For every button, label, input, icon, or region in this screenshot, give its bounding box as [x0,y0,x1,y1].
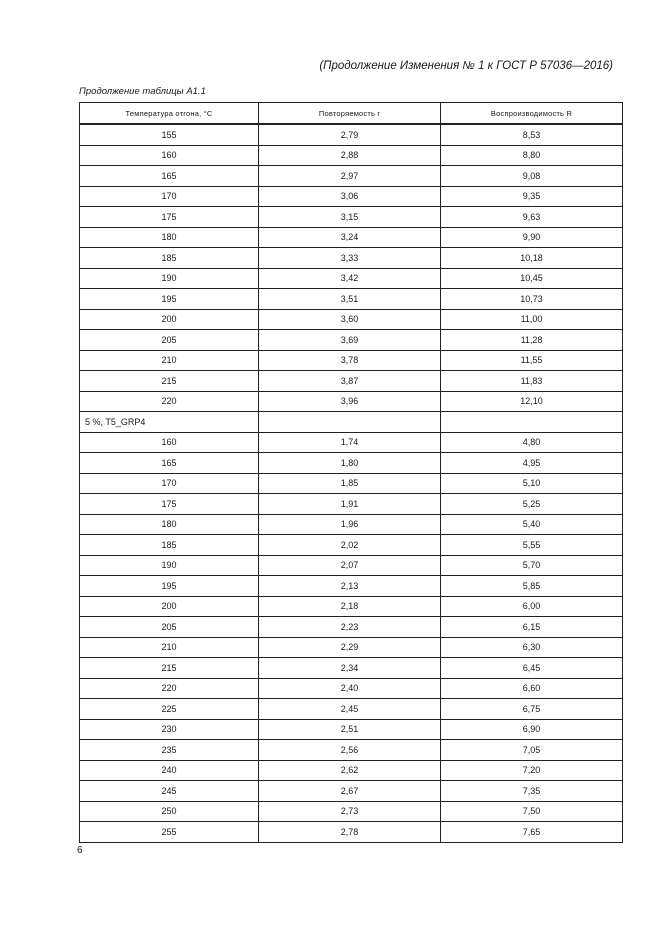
cell-repeatability: 1,74 [259,432,441,453]
cell-reproducibility: 7,05 [441,740,623,761]
cell-repeatability: 3,15 [259,207,441,228]
table-row [80,637,623,658]
cell-temperature: 255 [80,822,259,843]
table-row [80,166,623,187]
table-row [80,473,623,494]
cell-repeatability [259,412,441,433]
cell-temperature: 195 [80,289,259,310]
cell-repeatability: 2,13 [259,576,441,597]
cell-temperature: 175 [80,494,259,515]
cell-temperature: 175 [80,207,259,228]
cell-temperature: 155 [80,124,259,145]
table-row [80,781,623,802]
table-row [80,555,623,576]
table-header [80,103,623,125]
cell-reproducibility: 11,00 [441,309,623,330]
cell-reproducibility: 12,10 [441,391,623,412]
cell-repeatability: 1,91 [259,494,441,515]
cell-reproducibility: 9,08 [441,166,623,187]
cell-temperature: 245 [80,781,259,802]
cell-reproducibility: 6,60 [441,678,623,699]
cell-repeatability: 2,18 [259,596,441,617]
cell-repeatability: 2,45 [259,699,441,720]
table-row [80,207,623,228]
cell-repeatability: 2,62 [259,760,441,781]
table-row [80,514,623,535]
cell-reproducibility: 6,90 [441,719,623,740]
cell-repeatability: 2,34 [259,658,441,679]
table-row [80,309,623,330]
table-row [80,678,623,699]
cell-repeatability: 2,97 [259,166,441,187]
cell-reproducibility: 8,53 [441,124,623,145]
document-header: (Продолжение Изменения № 1 к ГОСТ Р 57036—2016) [319,60,613,72]
cell-temperature: 235 [80,740,259,761]
cell-temperature: 190 [80,555,259,576]
table-row [80,145,623,166]
table-row [80,699,623,720]
cell-temperature: 165 [80,453,259,474]
cell-temperature: 210 [80,637,259,658]
table-row [80,576,623,597]
cell-reproducibility: 7,65 [441,822,623,843]
cell-repeatability: 2,29 [259,637,441,658]
table-row [80,494,623,515]
cell-temperature: 205 [80,617,259,638]
table-row [80,432,623,453]
cell-repeatability: 2,40 [259,678,441,699]
table-row [80,596,623,617]
cell-temperature: 225 [80,699,259,720]
cell-repeatability: 2,23 [259,617,441,638]
cell-reproducibility: 6,15 [441,617,623,638]
cell-reproducibility: 11,55 [441,350,623,371]
cell-reproducibility: 4,80 [441,432,623,453]
cell-temperature: 170 [80,473,259,494]
cell-reproducibility: 7,20 [441,760,623,781]
cell-reproducibility: 5,25 [441,494,623,515]
cell-reproducibility: 10,45 [441,268,623,289]
cell-temperature: 190 [80,268,259,289]
cell-reproducibility: 5,55 [441,535,623,556]
table-row [80,268,623,289]
table-row [80,658,623,679]
table-row [80,289,623,310]
cell-repeatability: 3,87 [259,371,441,392]
page-number: 6 [77,845,83,856]
table-row [80,330,623,351]
cell-reproducibility: 7,35 [441,781,623,802]
column-header-reproducibility: Воспроизводимость R [441,103,623,125]
cell-temperature: 195 [80,576,259,597]
cell-repeatability: 2,73 [259,801,441,822]
cell-reproducibility: 11,28 [441,330,623,351]
header-row [80,103,623,125]
cell-reproducibility: 5,85 [441,576,623,597]
cell-temperature: 215 [80,371,259,392]
cell-temperature: 180 [80,227,259,248]
cell-reproducibility: 6,00 [441,596,623,617]
table-row [80,350,623,371]
table-caption: Продолжение таблицы А1.1 [79,86,206,97]
cell-repeatability: 2,78 [259,822,441,843]
cell-temperature: 160 [80,432,259,453]
cell-reproducibility: 5,70 [441,555,623,576]
cell-repeatability: 2,51 [259,719,441,740]
data-table [79,102,623,843]
table-row [80,227,623,248]
cell-repeatability: 1,96 [259,514,441,535]
cell-temperature: 200 [80,309,259,330]
cell-temperature: 160 [80,145,259,166]
table-row [80,740,623,761]
cell-temperature: 185 [80,248,259,269]
cell-reproducibility [441,412,623,433]
table-body [80,124,623,842]
table-row [80,719,623,740]
cell-reproducibility: 9,63 [441,207,623,228]
cell-repeatability: 3,06 [259,186,441,207]
table-row [80,248,623,269]
cell-repeatability: 2,88 [259,145,441,166]
cell-temperature: 180 [80,514,259,535]
column-header-repeatability: Повторяемость r [259,103,441,125]
table-row [80,371,623,392]
cell-temperature: 170 [80,186,259,207]
cell-temperature: 220 [80,391,259,412]
cell-reproducibility: 6,75 [441,699,623,720]
cell-repeatability: 2,56 [259,740,441,761]
cell-temperature: 240 [80,760,259,781]
cell-reproducibility: 10,73 [441,289,623,310]
table-row [80,822,623,843]
group-label: 5 %, T5_GRP4 [80,412,259,433]
cell-temperature: 220 [80,678,259,699]
cell-repeatability: 3,51 [259,289,441,310]
cell-reproducibility: 7,50 [441,801,623,822]
table-row [80,186,623,207]
table-row [80,453,623,474]
cell-repeatability: 3,60 [259,309,441,330]
cell-repeatability: 1,85 [259,473,441,494]
cell-reproducibility: 11,83 [441,371,623,392]
cell-reproducibility: 10,18 [441,248,623,269]
cell-reproducibility: 5,10 [441,473,623,494]
cell-repeatability: 3,42 [259,268,441,289]
cell-reproducibility: 9,35 [441,186,623,207]
cell-reproducibility: 5,40 [441,514,623,535]
table-row [80,124,623,145]
cell-repeatability: 3,33 [259,248,441,269]
cell-temperature: 215 [80,658,259,679]
column-header-temperature: Температура отгона, °С [80,103,259,125]
cell-repeatability: 3,78 [259,350,441,371]
cell-repeatability: 3,69 [259,330,441,351]
table-row [80,760,623,781]
table-row [80,617,623,638]
table-row [80,391,623,412]
cell-repeatability: 3,96 [259,391,441,412]
cell-reproducibility: 6,30 [441,637,623,658]
cell-repeatability: 2,07 [259,555,441,576]
cell-repeatability: 2,67 [259,781,441,802]
cell-repeatability: 3,24 [259,227,441,248]
cell-temperature: 165 [80,166,259,187]
group-row [80,412,623,433]
cell-temperature: 230 [80,719,259,740]
cell-temperature: 210 [80,350,259,371]
cell-reproducibility: 8,80 [441,145,623,166]
cell-reproducibility: 9,90 [441,227,623,248]
cell-repeatability: 2,02 [259,535,441,556]
cell-reproducibility: 6,45 [441,658,623,679]
cell-temperature: 185 [80,535,259,556]
table-row [80,801,623,822]
cell-repeatability: 2,79 [259,124,441,145]
cell-reproducibility: 4,95 [441,453,623,474]
cell-temperature: 200 [80,596,259,617]
cell-temperature: 205 [80,330,259,351]
cell-temperature: 250 [80,801,259,822]
table-row [80,535,623,556]
cell-repeatability: 1,80 [259,453,441,474]
